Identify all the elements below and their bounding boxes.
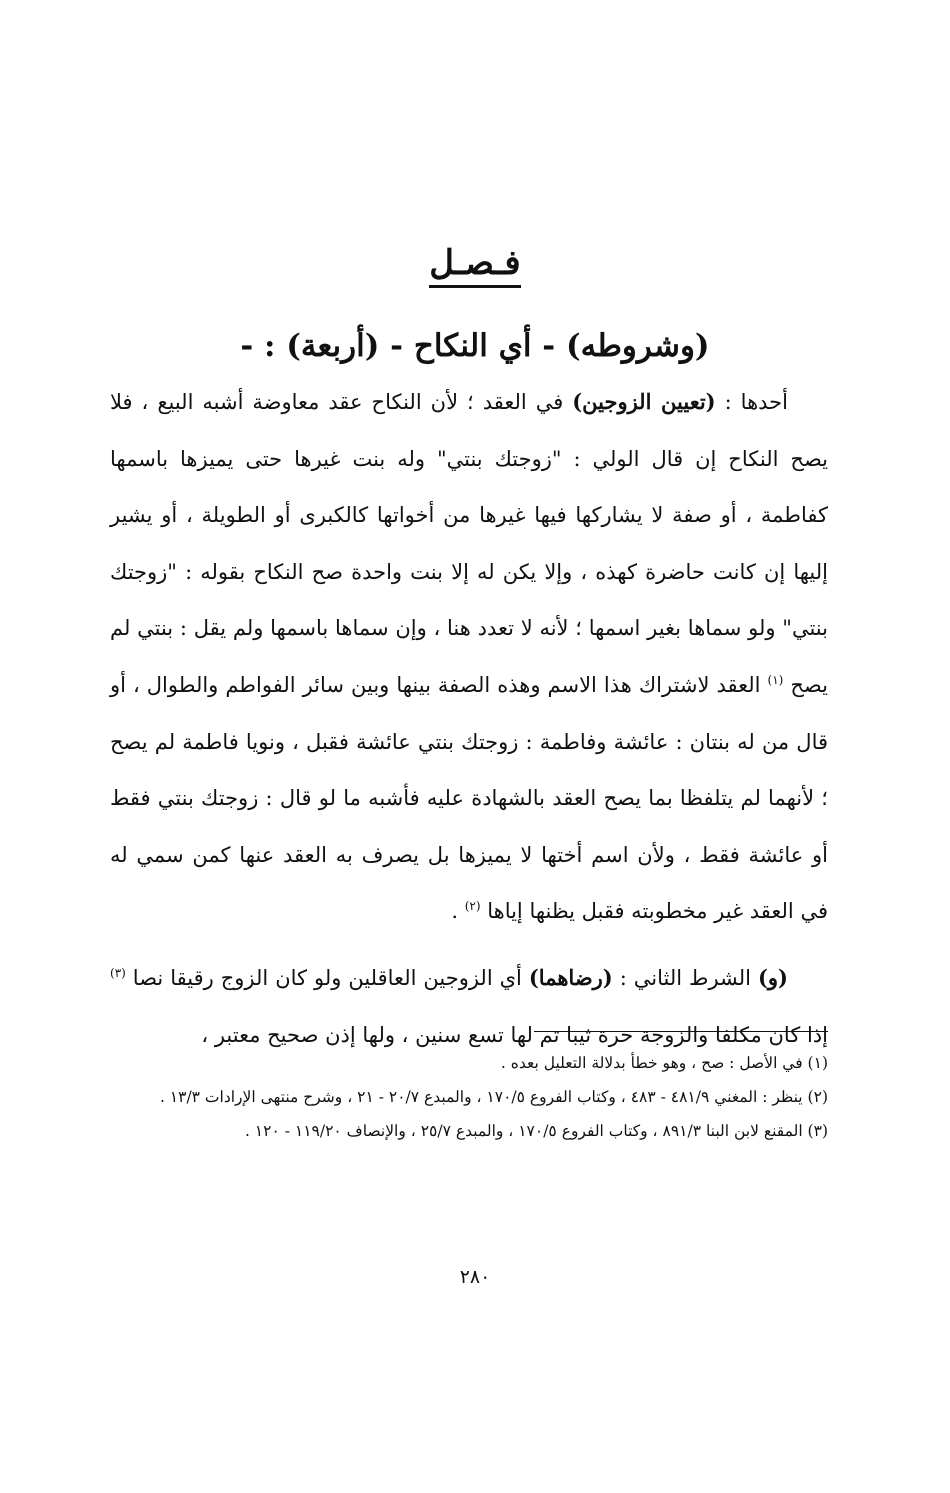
footnote-item: (٢) ينظر : المغني ٤٨١/٩ - ٤٨٣ ، وكتاب الفروع ١٧٠/٥ ، والمبدع ٢٠/٧ - ٢١ ، وشرح منتهى الإرادات ١٣/٣ .: [159, 1088, 828, 1106]
bold-term: (و): [757, 964, 788, 990]
page-number: ٢٨٠: [459, 1266, 491, 1288]
footnote-item: (٣) المقنع لابن البنا ٨٩١/٣ ، وكتاب الفروع ١٧٠/٥ ، والمبدع ٢٥/٧ ، والإنصاف ١١٩/٢٠ - ١٢٠ .: [244, 1122, 828, 1140]
bold-term: (رضاهما): [528, 964, 613, 990]
main-text: [110, 374, 828, 1063]
footnote-separator: [534, 1031, 828, 1032]
paragraph-intro: أحدها :: [715, 390, 788, 414]
paragraph-text: .: [451, 899, 465, 924]
paragraph-text: الشرط الثاني :: [612, 965, 758, 990]
section-heading: [0, 236, 950, 290]
paragraph-text: أي الزوجين العاقلين ولو كان الزوج رقيقا نصا: [132, 965, 529, 990]
footnote-reference: (٣): [110, 965, 126, 980]
section-heading-text: فـصـل: [429, 241, 520, 288]
footnote-reference: (٢): [464, 899, 481, 914]
footnotes: [110, 1046, 828, 1148]
paragraph-text: إذا كان مكلفا والزوجة حرة ثيبا تم لها تسع سنين ، ولها إذن صحيح معتبر ،: [201, 1022, 828, 1047]
bold-term: (تعيين الزوجين): [572, 389, 716, 414]
paragraph-text: في العقد ؛ لأن النكاح عقد معاوضة أشبه البيع ، فلا يصح النكاح إن قال الولي : "زوجتك بنتي" وله بنت غيرها حتى يميزها باسمها كفاطمة ، أو صفة لا يشاركها فيها غيرها من أخواتها كالكبرى أو الطويلة ، أو يشير إليها إن كانت حاضرة كهذه ، وإلا يكن له إلا بنت واحدة صح النكاح بقوله : "زوجتك بنتي" ولو سماها بغير اسمها ؛ لأنه لا تعدد هنا ، وإن سماها باسمها ولم يقل : بنتي لم يصح: [110, 390, 828, 697]
paragraph-text: العقد لاشتراك هذا الاسم وهذه الصفة بينها وبين سائر الفواطم والطوال ، أو قال من له بنتان : عائشة وفاطمة : زوجتك بنتي عائشة فقبل ، ونويا فاطمة لم يصح ؛ لأنهما لم يتلفظا بما يصح العقد بالشهادة عليه فأشبه ما لو قال : زوجتك بنتي فقط أو عائشة فقط ، ولأن اسم أختها لا يميزها بل يصرف به العقد عنها كمن سمي له في العقد غير مخطوبته فقبل يظنها إياها: [110, 672, 828, 924]
footnote-item: (١) في الأصل : صح ، وهو خطأ بدلالة التعليل بعده .: [500, 1054, 828, 1072]
first-condition-paragraph: [110, 374, 828, 940]
conditions-heading: (وشروطه) - أي النكاح - (أربعة) : -: [240, 328, 710, 364]
footnote-reference: (١): [767, 672, 784, 687]
